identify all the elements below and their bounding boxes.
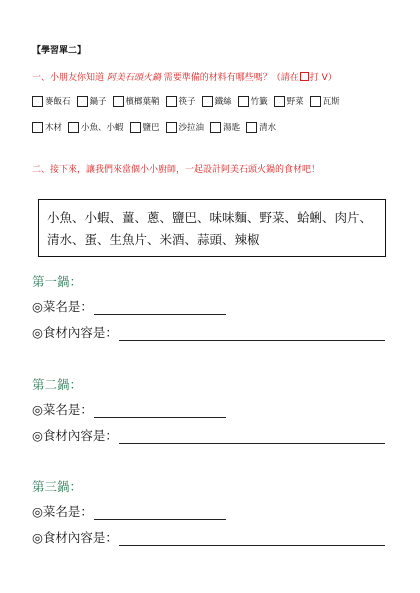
- pot-1-name-blank[interactable]: [94, 304, 226, 315]
- material-label: 野菜: [286, 97, 304, 107]
- pot-2-content-label: ◎食材內容是：: [32, 428, 118, 443]
- material-checkbox[interactable]: [32, 122, 43, 133]
- material-label: 瓦斯: [322, 97, 340, 107]
- pot-1-content-field: [32, 323, 385, 341]
- materials-row-2: [32, 121, 282, 133]
- material-item[interactable]: [310, 95, 340, 107]
- pot-3-name-label: ◎菜名是：: [32, 504, 93, 519]
- material-label: 竹籤: [250, 97, 268, 107]
- material-checkbox[interactable]: [210, 122, 221, 133]
- material-item[interactable]: [32, 121, 62, 133]
- material-label: 清水: [259, 123, 277, 133]
- pot-2-content-blank[interactable]: [119, 433, 385, 444]
- material-item[interactable]: [238, 95, 268, 107]
- pot-1-name-field: [32, 297, 226, 315]
- materials-row-1: [32, 95, 346, 107]
- material-checkbox[interactable]: [77, 96, 88, 107]
- pot-2-name-field: [32, 400, 226, 418]
- ingredient-line-2: 清水、蛋、生魚片、米酒、蒜頭、辣椒: [47, 232, 260, 247]
- pot-3-content-blank[interactable]: [119, 535, 385, 546]
- question-2: 二、接下來，讓我們來當個小小廚師，一起設計阿美石頭火鍋的食材吧！: [32, 165, 321, 175]
- material-checkbox[interactable]: [32, 96, 43, 107]
- pot-3-name-field: [32, 502, 226, 520]
- material-checkbox[interactable]: [113, 96, 124, 107]
- material-item[interactable]: [166, 95, 196, 107]
- pot-1-content-blank[interactable]: [119, 330, 385, 341]
- material-checkbox[interactable]: [166, 96, 177, 107]
- material-label: 湯匙: [223, 123, 241, 133]
- question-1-highlight: 阿美石頭火鍋: [106, 73, 161, 83]
- material-checkbox[interactable]: [130, 122, 141, 133]
- material-item[interactable]: [202, 95, 232, 107]
- material-label: 木材: [45, 123, 63, 133]
- material-item[interactable]: [68, 121, 124, 133]
- pot-1-content-label: ◎食材內容是：: [32, 325, 118, 340]
- pot-2-name-blank[interactable]: [94, 407, 226, 418]
- pot-1-name-label: ◎菜名是：: [32, 299, 93, 314]
- question-1-prefix: 一、小朋友你知道: [32, 73, 105, 83]
- material-item[interactable]: [246, 121, 276, 133]
- worksheet-title: 【學習單二】: [32, 46, 87, 56]
- material-item[interactable]: [77, 95, 107, 107]
- pot-3-content-field: [32, 528, 385, 546]
- material-checkbox[interactable]: [68, 122, 79, 133]
- material-checkbox[interactable]: [202, 96, 213, 107]
- material-item[interactable]: [113, 95, 160, 107]
- material-label: 鐵絲: [214, 97, 232, 107]
- pot-2-content-field: [32, 426, 385, 444]
- question-1: [32, 70, 337, 83]
- ingredient-word-box: [38, 199, 386, 257]
- material-item[interactable]: [274, 95, 304, 107]
- question-1-suffix-b: 打 V）: [309, 73, 337, 83]
- pot-2-name-label: ◎菜名是：: [32, 402, 93, 417]
- ingredient-line-1: 小魚、小蝦、薑、蔥、鹽巴、味味麵、野菜、蛤蜊、肉片、: [47, 210, 373, 225]
- material-label: 麥飯石: [45, 97, 71, 107]
- material-label: 筷子: [178, 97, 196, 107]
- checkbox-symbol-icon: [300, 72, 309, 81]
- material-checkbox[interactable]: [246, 122, 257, 133]
- material-checkbox[interactable]: [238, 96, 249, 107]
- material-label: 檳榔葉鞘: [125, 97, 160, 107]
- pot-3-title: 第三鍋：: [32, 479, 83, 494]
- pot-2-title: 第二鍋：: [32, 377, 83, 392]
- material-label: 沙拉油: [178, 123, 205, 133]
- pot-3-content-label: ◎食材內容是：: [32, 530, 118, 545]
- material-item[interactable]: [32, 95, 71, 107]
- material-item[interactable]: [130, 121, 160, 133]
- material-checkbox[interactable]: [166, 122, 177, 133]
- material-label: 鹽巴: [142, 123, 160, 133]
- material-checkbox[interactable]: [310, 96, 321, 107]
- material-item[interactable]: [166, 121, 205, 133]
- pot-3-name-blank[interactable]: [94, 509, 226, 520]
- question-1-suffix-a: 需要準備的材料有哪些嗎？（請在: [163, 73, 299, 83]
- material-checkbox[interactable]: [274, 96, 285, 107]
- pot-1-title: 第一鍋：: [32, 274, 83, 289]
- material-label: 小魚、小蝦: [81, 123, 124, 133]
- material-item[interactable]: [210, 121, 240, 133]
- material-label: 鍋子: [89, 97, 107, 107]
